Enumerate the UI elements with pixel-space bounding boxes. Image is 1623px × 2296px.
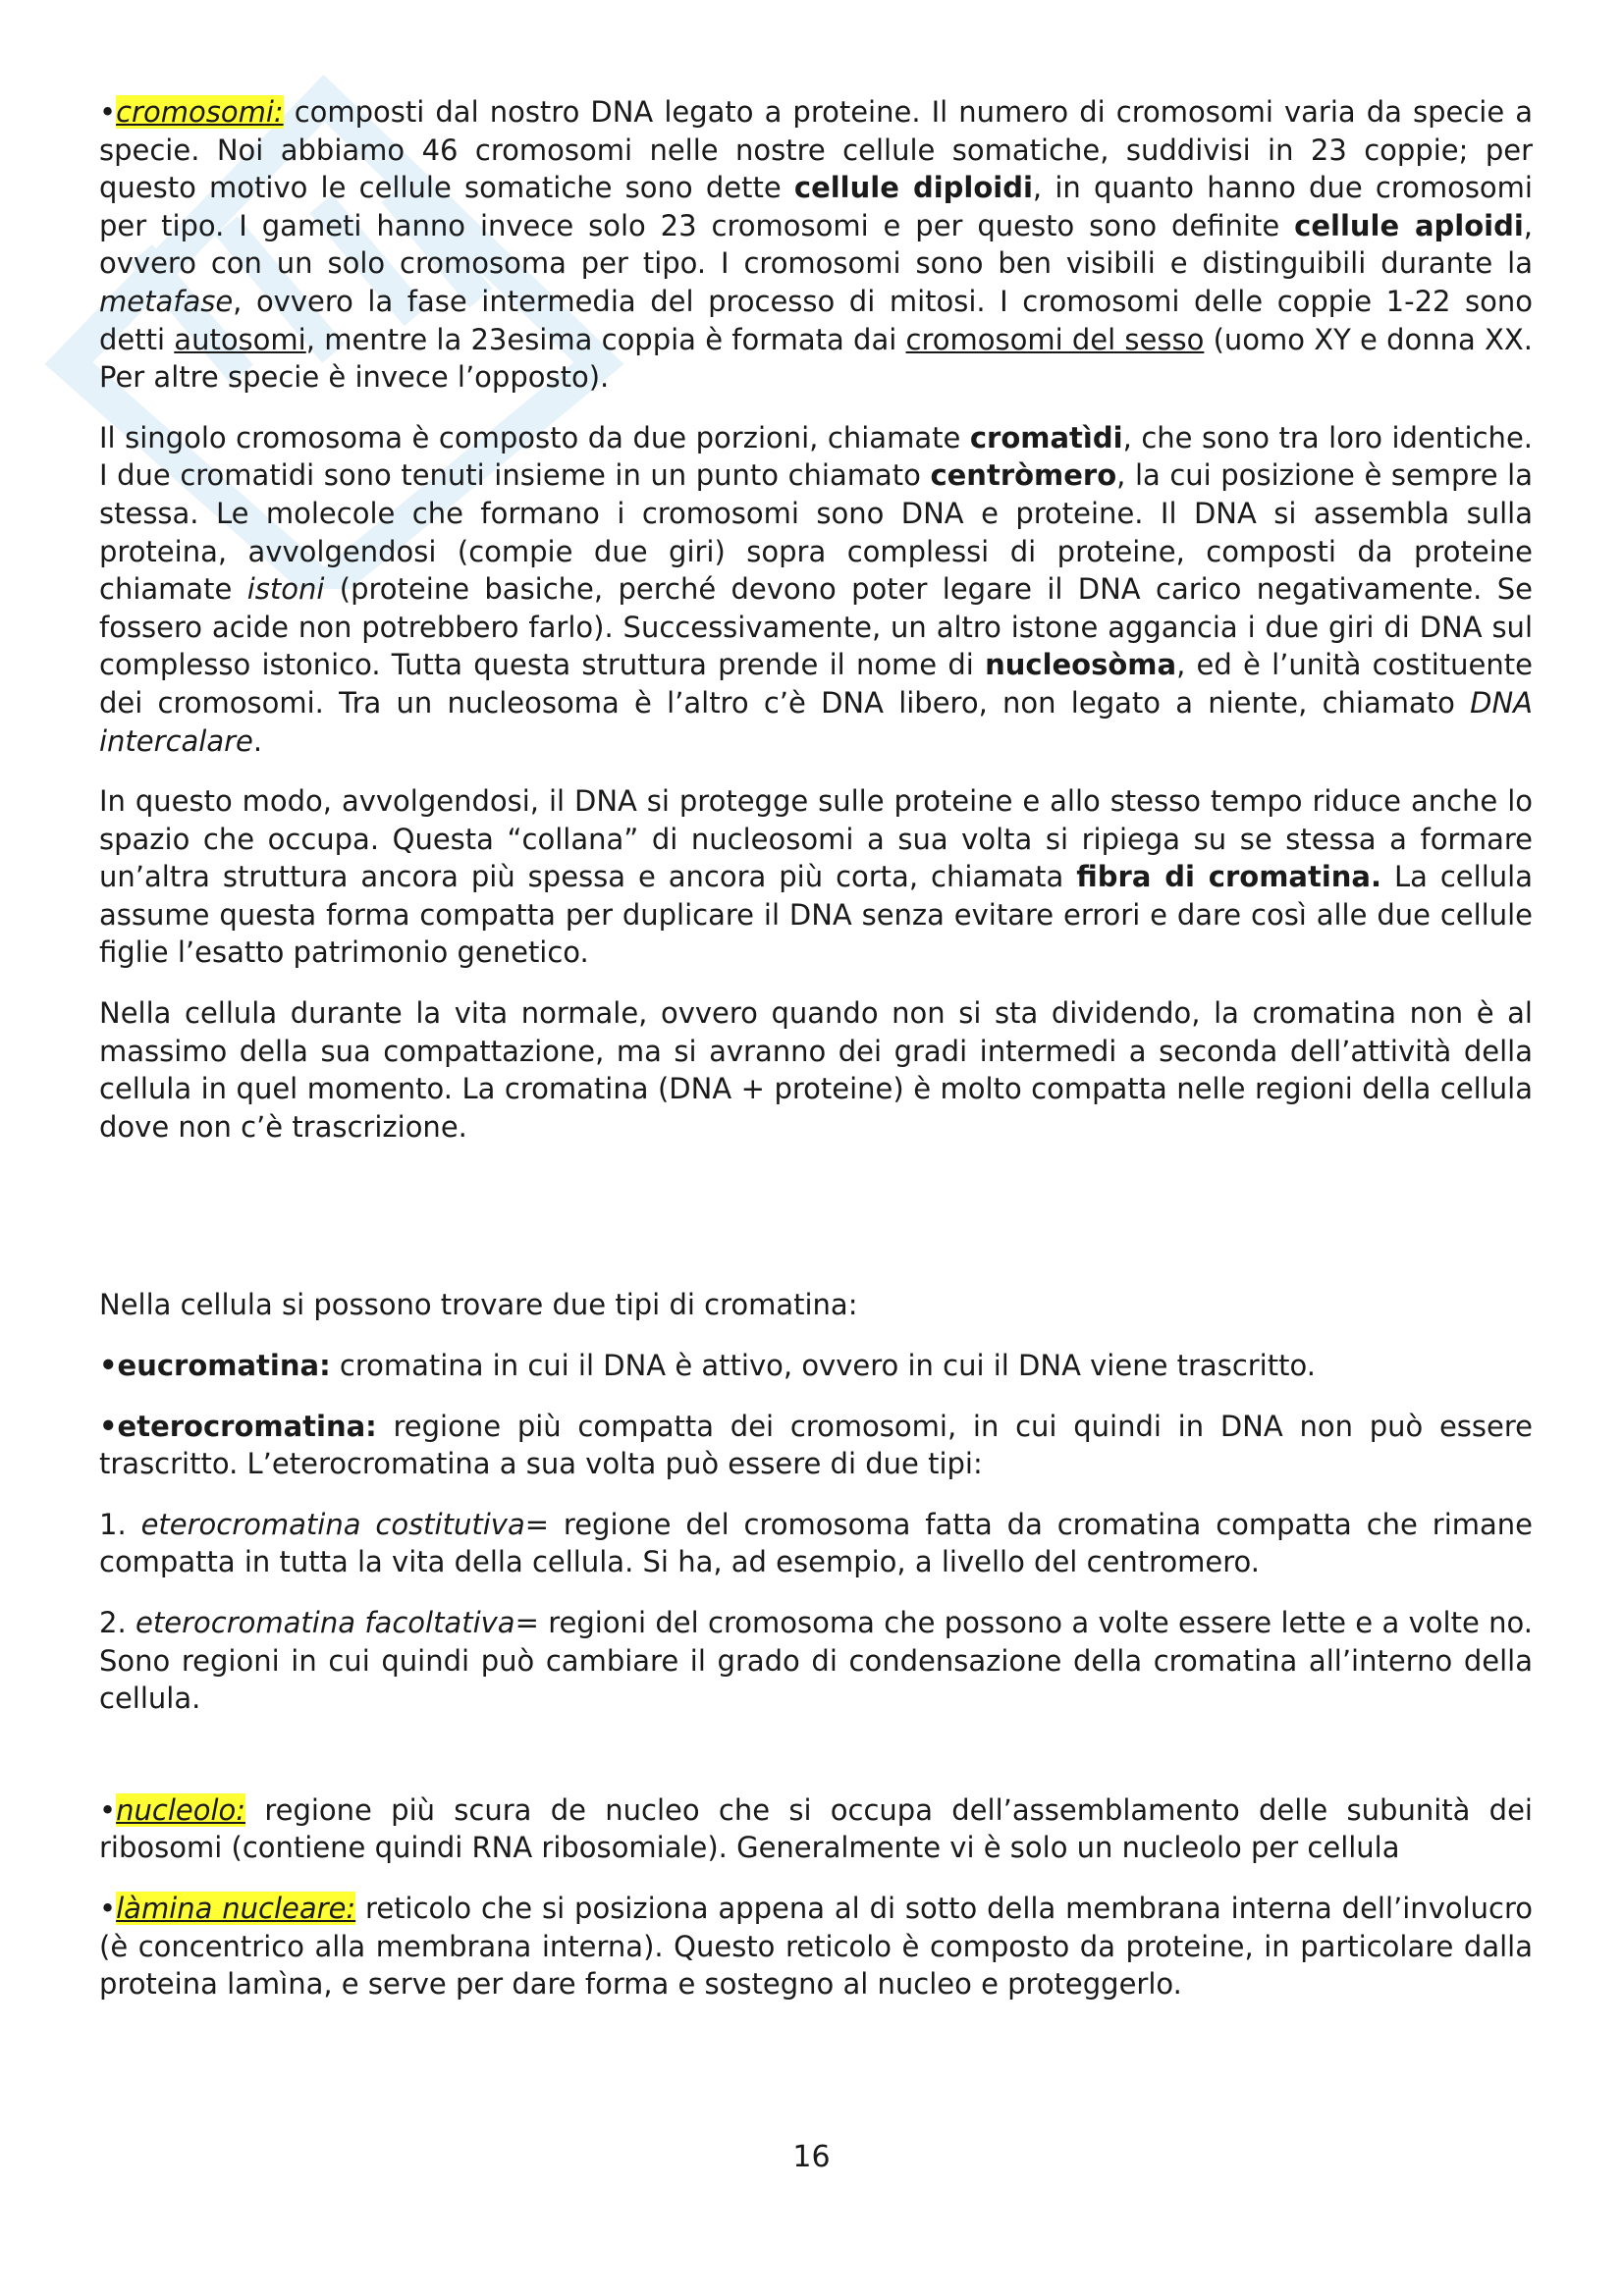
term-facoltativa: eterocromatina facoltativa= [135, 1606, 539, 1639]
paragraph-eucromatina: •eucromatina: cromatina in cui il DNA è attivo, ovvero in cui il DNA viene trascritto. [99, 1349, 1316, 1383]
term-dna-intercalare: DNA intercalare [99, 685, 1533, 758]
term-eterocromatina: •eterocromatina: [99, 1409, 377, 1443]
term-nucleolo: nucleolo: [116, 1792, 246, 1827]
paragraph-cromatina-vita: Nella cellula durante la vita normale, ovvero quando non si sta dividendo, la cromatina non è al massimo della sua compattazione, ma si avranno dei gradi intermedi a seconda dell’attività della cellula in quel momento. La cromatina (DNA + proteine) è molto compatta nelle regioni della cellula dove non c’è trascrizione. [99, 996, 1533, 1144]
paragraph-cromatidi: Il singolo cromosoma è composto da due porzioni, chiamate cromatìdi, che sono tra loro identiche. I due cromatidi sono tenuti insieme in un punto chiamato centròmero, la cui posizione è sempre la stessa. Le molecole che formano i cromosomi sono DNA e proteine. Il DNA si assembla sulla proteina, avvolgendosi (compie due giri) sopra complessi di proteine, composti da proteine chiamate istoni (proteine basiche, perché devono poter legare il DNA carico negativamente. Se fossero acide non potrebbero farlo). Successivamente, un altro istone aggancia i due giri di DNA sul complesso istonico. Tutta questa struttura prende il nome di nucleosòma, ed è l’unità costituente dei cromosomi. Tra un nucleosoma è l’altro c’è DNA libero, non legato a niente, chiamato DNA intercalare. [99, 420, 1533, 758]
term-cromosomi: cromosomi: [116, 95, 284, 129]
term-eucromatina: •eucromatina: [99, 1349, 331, 1383]
paragraph-lamina: •làmina nucleare: reticolo che si posiziona appena al di sotto della membrana interna dell’involucro (è concentrico alla membrana interna). Questo reticolo è composto da proteine, in particolare dalla proteina lamìna, e serve per dare forma e sostegno al nucleo e proteggerlo. [99, 1891, 1534, 2002]
term-cromosomi-sesso: cromosomi del sesso [905, 322, 1205, 356]
paragraph-fibra-cromatina: In questo modo, avvolgendosi, il DNA si protegge sulle proteine e allo stesso tempo riduce anche lo spazio che occupa. Questa “collana” di nucleosomi a sua volta si ripiega su se stessa a formare un’altra struttura ancora più spessa e ancora più corta, chiamata fibra di cromatina. La cellula assume questa forma compatta per duplicare il DNA senza evitare errori e dare così alle due cellule figlie l’esatto patrimonio genetico. [99, 784, 1533, 970]
term-nucleosoma: nucleosòma [985, 648, 1177, 682]
paragraph-cromosomi: •cromosomi: composti dal nostro DNA legato a proteine. Il numero di cromosomi varia da specie a specie. Noi abbiamo 46 cromosomi nelle nostre cellule somatiche, suddivisi in 23 coppie; per questo motivo le cellule somatiche sono dette cellule diploidi, in quanto hanno due cromosomi per tipo. I gameti hanno invece solo 23 cromosomi e per questo sono definite cellule aploidi, ovvero con un solo cromosoma per tipo. I cromosomi sono ben visibili e distinguibili durante la metafase, ovvero la fase intermedia del processo di mitosi. I cromosomi delle coppie 1-22 sono detti autosomi, mentre la 23esima coppia è formata dai cromosomi del sesso (uomo XY e donna XX. Per altre specie è invece l’opposto). [99, 95, 1534, 395]
document-body [99, 93, 1533, 2026]
paragraph-nucleolo: •nucleolo: regione più scura de nucleo che si occupa dell’assemblamento delle subunità dei ribosomi (contiene quindi RNA ribosomiale). Generalmente vi è solo un nucleolo per cellula [99, 1792, 1533, 1865]
paragraph-costitutiva: 1. eterocromatina costitutiva= regione del cromosoma fatta da cromatina compatta che rimane compatta in tutta la vita della cellula. Si ha, ad esempio, a livello del centromero. [99, 1507, 1533, 1579]
paragraph-facoltativa: 2. eterocromatina facoltativa= regioni del cromosoma che possono a volte essere lette e a volte no. Sono regioni in cui quindi può cambiare il grado di condensazione della cromatina all’interno della cellula. [99, 1606, 1533, 1716]
bullet: • [99, 95, 117, 129]
page-number: 16 [792, 2140, 831, 2174]
term-cromatidi: cromatìdi [969, 420, 1123, 454]
term-costitutiva: eterocromatina costitutiva= [140, 1507, 550, 1541]
paragraph-tipi-cromatina: Nella cellula si possono trovare due tipi di cromatina: [99, 1288, 858, 1322]
term-fibra-cromatina: fibra di cromatina. [1076, 860, 1382, 894]
term-istoni: istoni [246, 572, 325, 607]
term-metafase: metafase [99, 284, 234, 318]
term-lamina-nucleare: làmina nucleare: [116, 1891, 356, 1925]
term-cellule-aploidi: cellule aploidi [1294, 208, 1524, 242]
term-cellule-diploidi: cellule diploidi [793, 171, 1033, 205]
term-autosomi: autosomi [174, 322, 306, 356]
paragraph-eterocromatina: •eterocromatina: regione più compatta dei cromosomi, in cui quindi in DNA non può essere trascritto. L’eterocromatina a sua volta può essere di due tipi: [99, 1409, 1533, 1481]
term-centromero: centròmero [930, 458, 1117, 493]
